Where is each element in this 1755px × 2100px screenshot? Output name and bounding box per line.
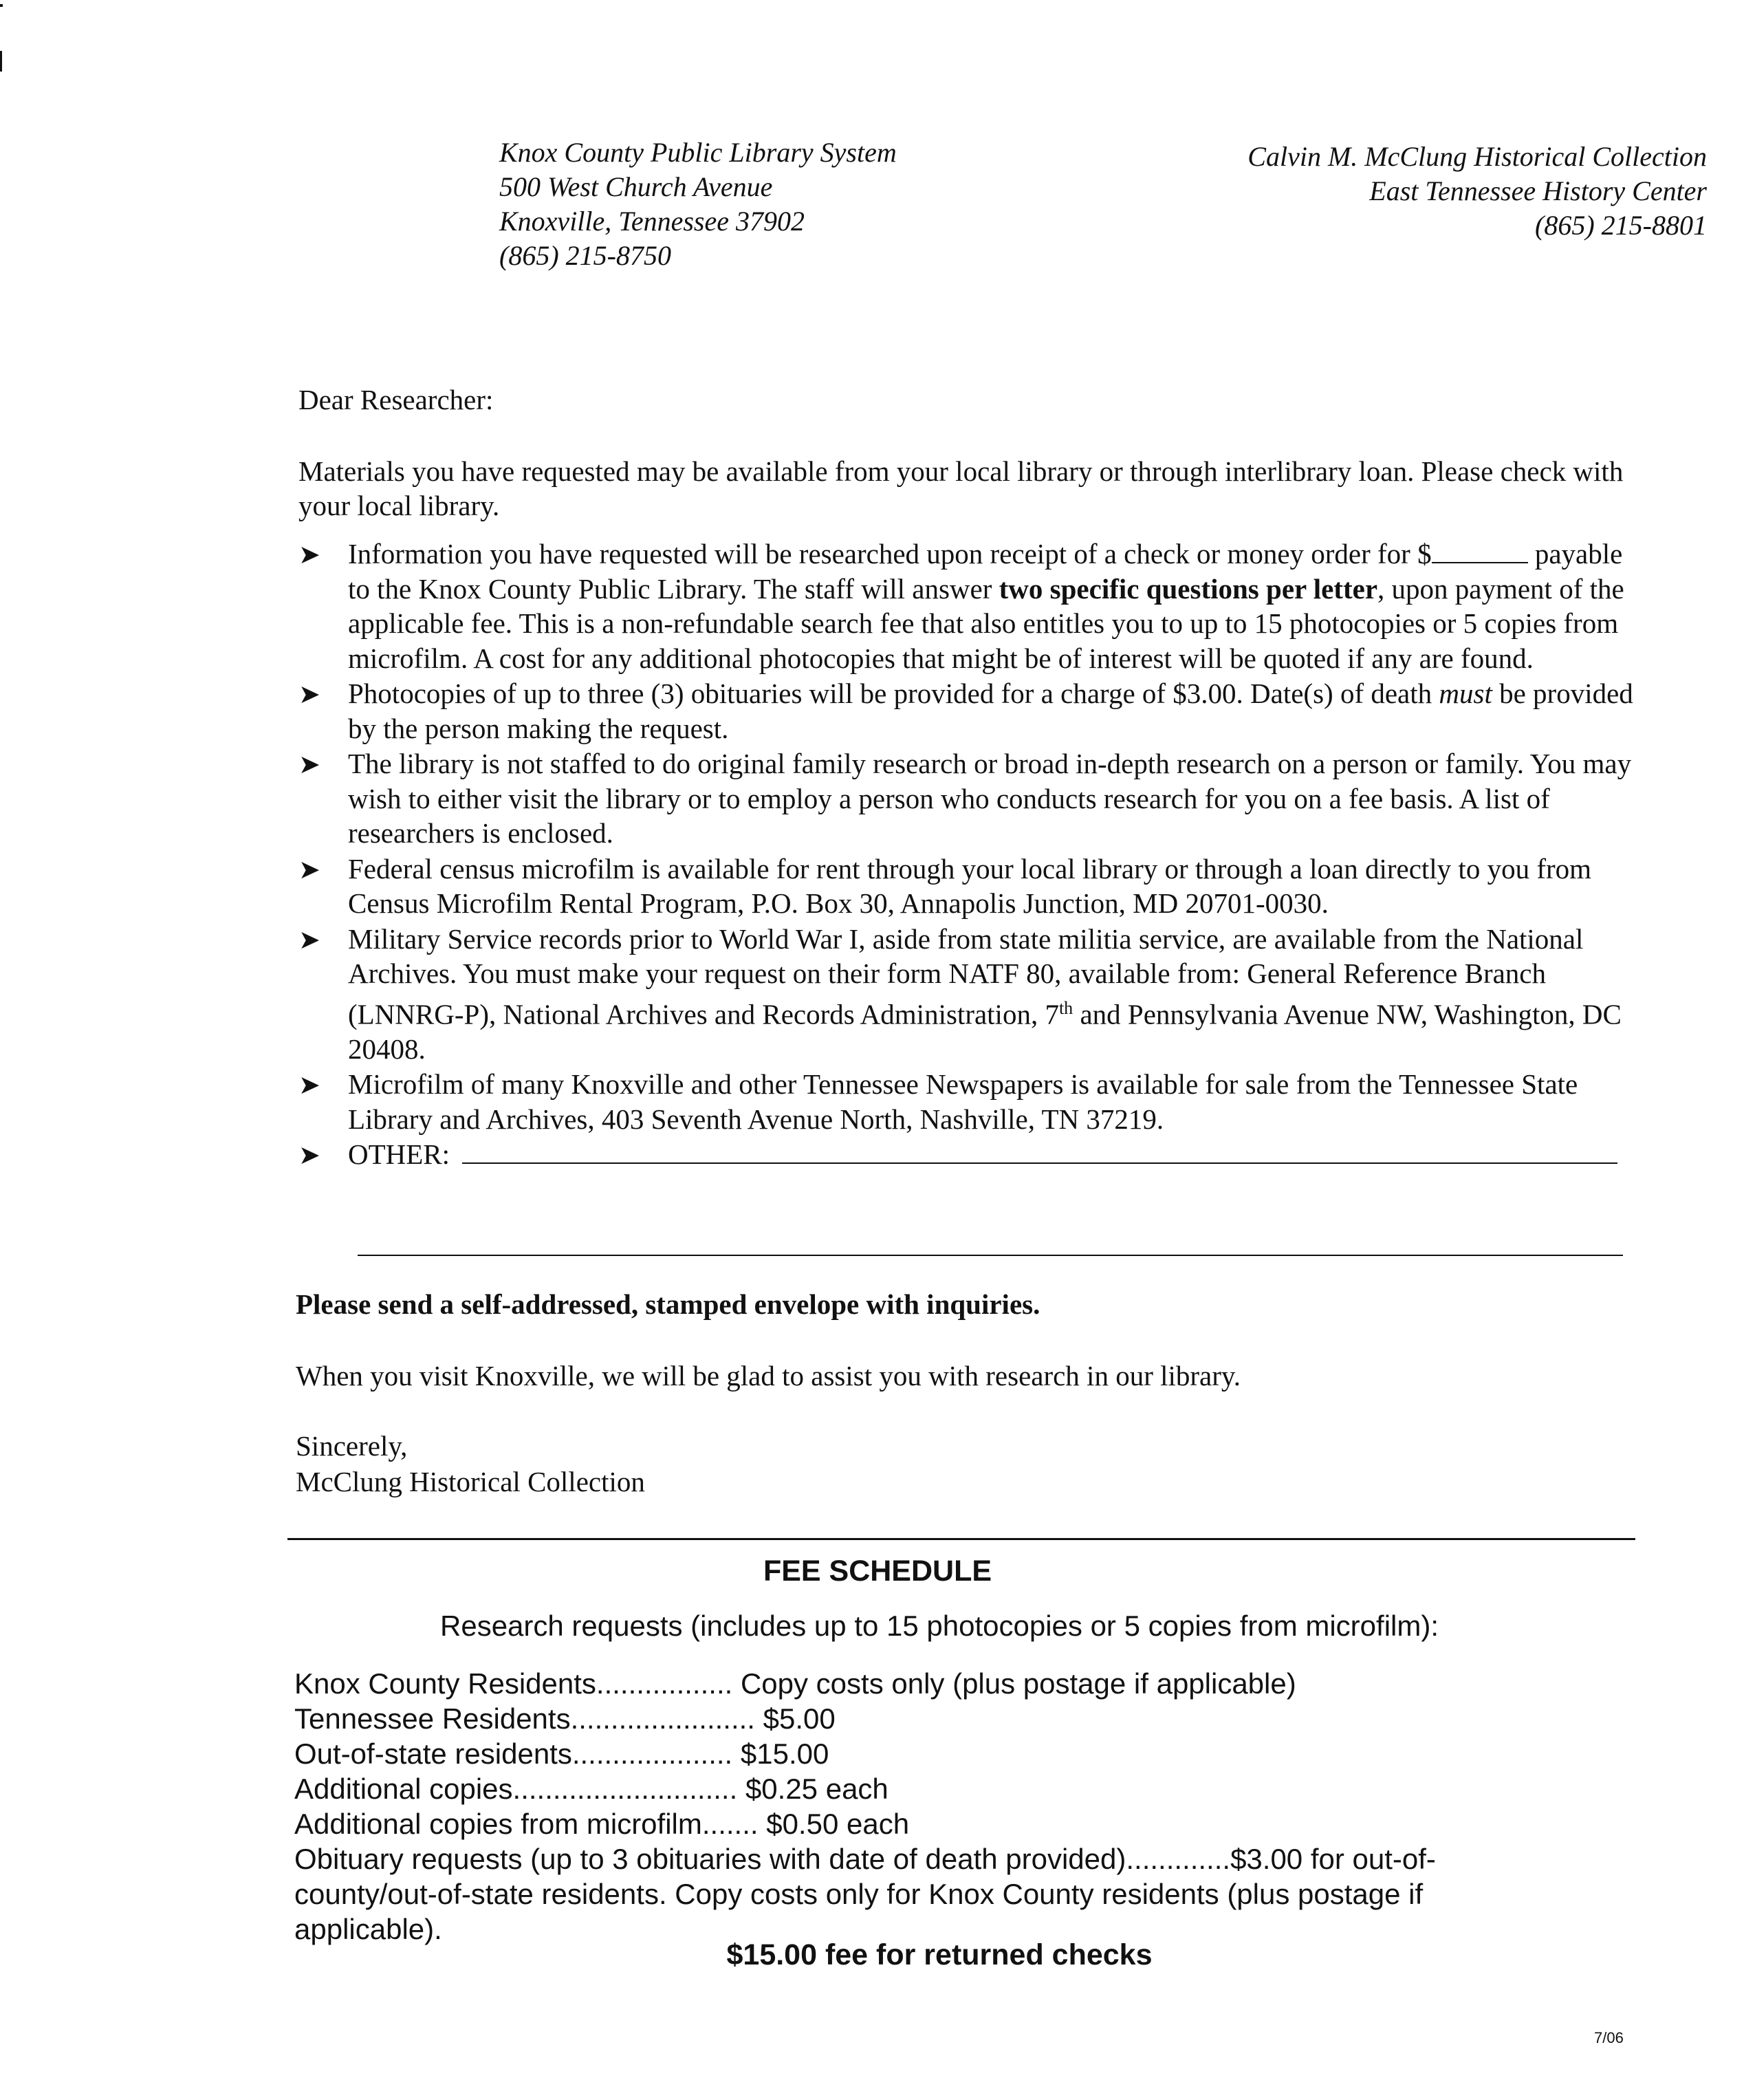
visit-note: When you visit Knoxville, we will be glad to assist you with research in our library.	[296, 1360, 1241, 1392]
library-street: 500 West Church Avenue	[499, 171, 773, 202]
signature: McClung Historical Collection	[296, 1466, 645, 1497]
other-line-continued	[358, 1253, 1623, 1256]
arrow-bullet-icon: ➤	[298, 1141, 320, 1171]
collection-phone: (865) 215-8801	[1535, 210, 1707, 241]
list-item	[298, 1137, 1639, 1172]
library-name: Knox County Public Library System	[499, 137, 897, 168]
returned-check-fee: $15.00 fee for returned checks	[726, 1938, 1153, 1971]
arrow-bullet-icon: ➤	[298, 541, 320, 570]
library-phone: (865) 215-8750	[499, 240, 671, 271]
list-item: ➤ Photocopies of up to three (3) obituaries will be provided for a charge of $3.00. Date(s) of death must be provided by the person making the request.	[298, 678, 1633, 744]
other-line	[462, 1138, 1617, 1164]
other-label: OTHER:	[348, 1138, 450, 1171]
collection-center: East Tennessee History Center	[1369, 175, 1707, 206]
library-city: Knoxville, Tennessee 37902	[499, 206, 805, 237]
fee-schedule-subtitle: Research requests (includes up to 15 photocopies or 5 copies from microfilm):	[440, 1610, 1439, 1642]
collection-address-block	[1247, 140, 1707, 243]
obituary-fee: Obituary requests (up to 3 obituaries with date of death provided).............$3.00 for out-of-county/out-of-state residents. Copy costs only for Knox County residents (plus postage if applicable).	[294, 1843, 1436, 1945]
arrow-bullet-icon: ➤	[298, 1071, 320, 1101]
revision-date: 7/06	[1594, 2029, 1624, 2046]
two-questions-emphasis: two specific questions per letter	[999, 572, 1378, 605]
list-item: ➤ Information you have requested will be researched upon receipt of a check or money order for $ payable to the Knox County Public Library. The staff will answer two specific questions per letter, upon payment of the applicable fee. This is a non-refundable search fee that also entitles you to up to 15 photocopies or 5 copies from microfilm. A cost for any additional photocopies that might be of interest will be quoted if any are found.	[298, 538, 1624, 674]
list-item: ➤ Federal census microfilm is available for rent through your local library or through a loan directly to you from Census Microfilm Rental Program, P.O. Box 30, Annapolis Junction, MD 20701-0030.	[298, 852, 1592, 919]
scan-mark	[0, 51, 2, 72]
fee-schedule-title: FEE SCHEDULE	[763, 1555, 992, 1588]
list-item: ➤ Military Service records prior to World War I, aside from state militia service, are available from the National Archives. You must make your request on their form NATF 80, available from: General Reference Branch (LNNRG-P), National Archives and Records Administration, 7th and Pennsylvania Avenue NW, Washington, DC 20408.	[298, 922, 1622, 1065]
closing: Sincerely,	[296, 1430, 408, 1462]
fee-row: Additional copies............................ $0.25 each	[294, 1773, 889, 1805]
intro-paragraph: Materials you have requested may be available from your local library or through interlibrary loan. Please check with your local library.	[298, 455, 1624, 521]
collection-name: Calvin M. McClung Historical Collection	[1247, 141, 1707, 172]
arrow-bullet-icon: ➤	[298, 750, 320, 779]
closing-block	[296, 1428, 645, 1500]
fee-row: Out-of-state residents.................... $15.00	[294, 1738, 829, 1770]
fee-list	[294, 1666, 1587, 1947]
must-emphasis: must	[1439, 678, 1492, 709]
divider	[287, 1538, 1635, 1540]
fee-amount-blank	[1432, 539, 1528, 563]
list-item: ➤ Microfilm of many Knoxville and other Tennessee Newspapers is available for sale from the Tennessee State Library and Archives, 403 Seventh Avenue North, Nashville, TN 37219.	[298, 1068, 1578, 1135]
arrow-bullet-icon: ➤	[298, 855, 320, 885]
service-list	[298, 537, 1639, 1173]
envelope-note: Please send a self-addressed, stamped envelope with inquiries.	[296, 1288, 1040, 1320]
list-item: ➤ The library is not staffed to do original family research or broad in-depth research on a person or family. You may wish to either visit the library or to employ a person who conducts research for you on a fee basis. A list of researchers is enclosed.	[298, 748, 1632, 849]
library-address-block	[499, 136, 897, 273]
fee-row: Knox County Residents................. Copy costs only (plus postage if applicable)	[294, 1667, 1296, 1700]
fee-row: Tennessee Residents....................... $5.00	[294, 1702, 836, 1735]
scan-mark	[0, 4, 3, 7]
fee-row: Additional copies from microfilm....... $0.50 each	[294, 1808, 910, 1840]
greeting: Dear Researcher:	[298, 384, 494, 415]
arrow-bullet-icon: ➤	[298, 925, 320, 955]
arrow-bullet-icon: ➤	[298, 680, 320, 709]
